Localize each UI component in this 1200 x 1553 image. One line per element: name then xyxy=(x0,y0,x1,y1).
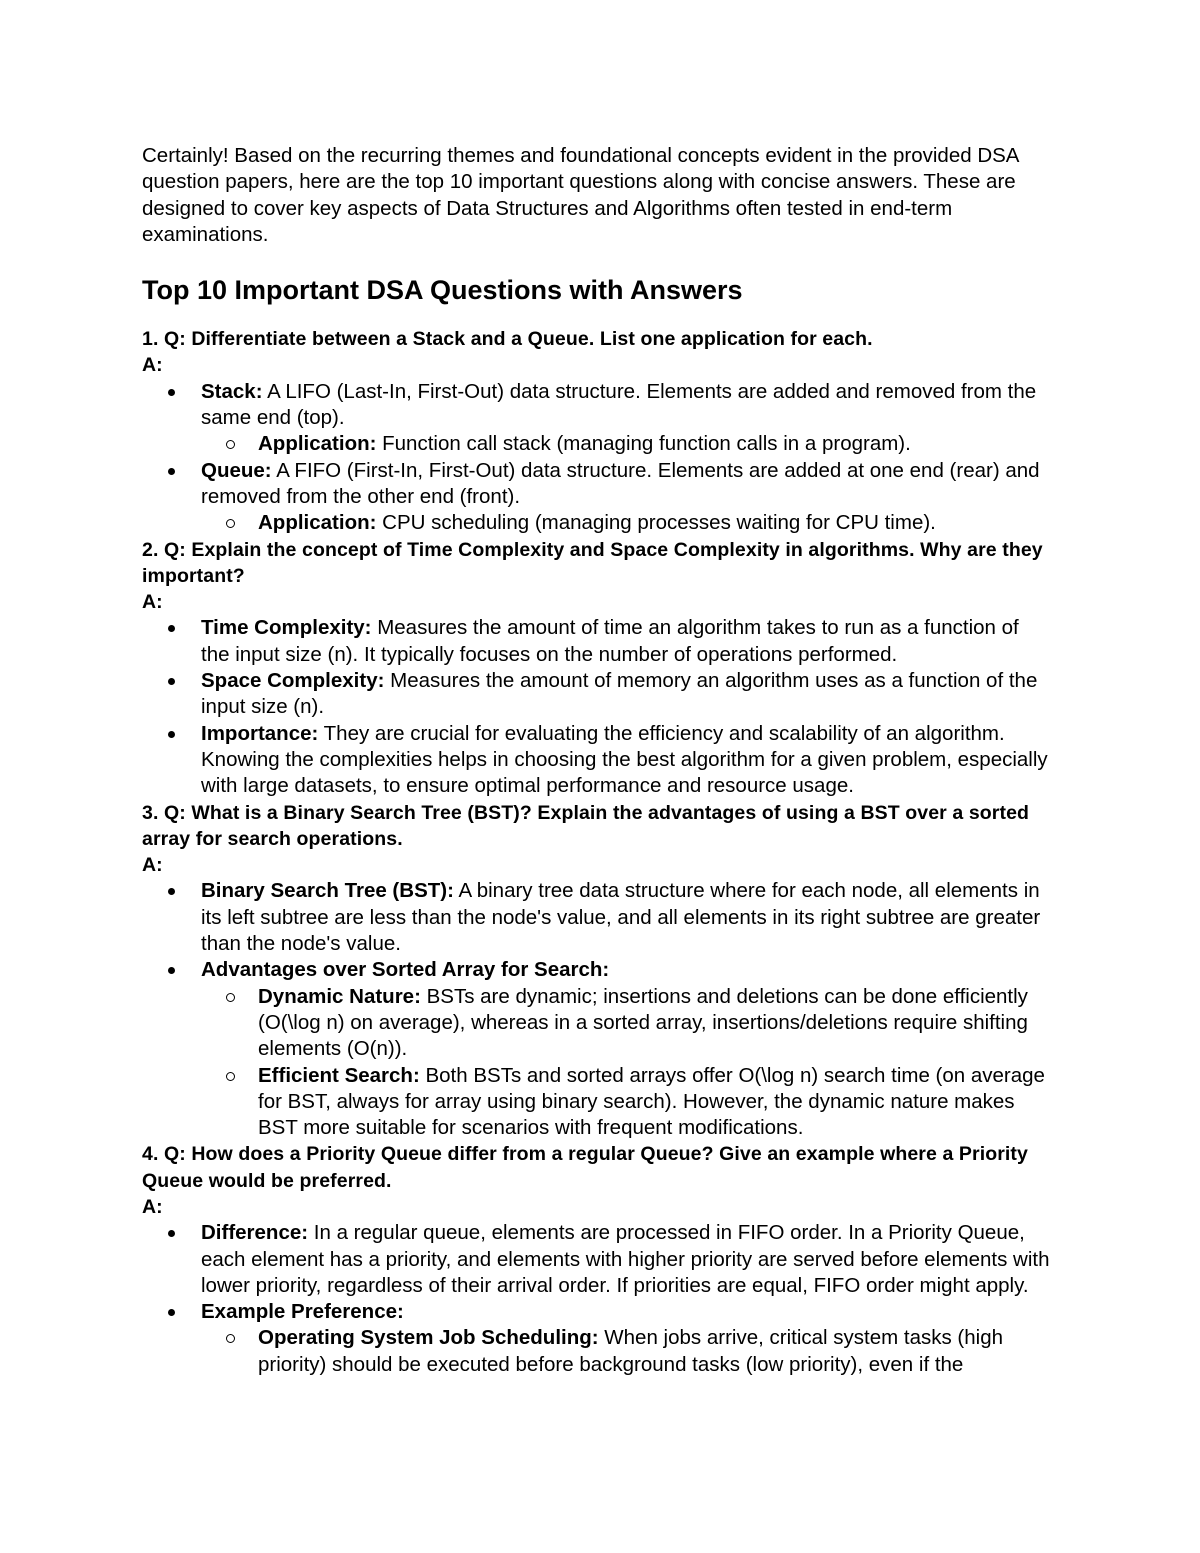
sub-list xyxy=(201,984,1050,1142)
item-text: When jobs arrive, critical system tasks (high priority) should be executed before background tasks (low priority), even if the xyxy=(258,1326,1004,1376)
term-label: Operating System Job Scheduling: xyxy=(258,1326,599,1350)
bullet-icon xyxy=(168,731,175,738)
answer-label: A: xyxy=(142,591,163,614)
bullet-icon xyxy=(168,1230,175,1237)
term-label: Dynamic Nature: xyxy=(258,984,421,1008)
question-2 xyxy=(142,537,1050,800)
question-3 xyxy=(142,800,1050,1142)
term-label: Time Complexity: xyxy=(201,616,372,640)
hollow-bullet-icon xyxy=(226,993,235,1002)
sub-list xyxy=(201,510,1050,536)
answer-list xyxy=(142,615,1050,799)
item-text: BSTs are dynamic; insertions and deletions can be done efficiently (O(\log n) on average), whereas in a sorted array, insertions/deletions require shifting elements (O(n)). xyxy=(258,984,1028,1061)
list-item xyxy=(142,615,1050,668)
item-text: Both BSTs and sorted arrays offer O(\log n) search time (on average for BST, always for array using binary search). However, the dynamic nature makes BST more suitable for scenarios with frequent modifications. xyxy=(258,1063,1045,1140)
item-text: A binary tree data structure where for each node, all elements in its left subtree are less than the node's value, and all elements in its right subtree are greater than the node's value. xyxy=(201,879,1041,956)
sub-list-item xyxy=(201,1063,1050,1142)
question-4 xyxy=(142,1141,1050,1378)
term-label: Importance: xyxy=(201,721,319,745)
sub-list xyxy=(201,431,1050,457)
bullet-icon xyxy=(168,625,175,632)
term-label: Advantages over Sorted Array for Search: xyxy=(201,958,610,982)
term-label: Difference: xyxy=(201,1221,309,1245)
term-label: Binary Search Tree (BST): xyxy=(201,879,454,903)
question-heading: 4. Q: How does a Priority Queue differ from a regular Queue? Give an example where a Priority Queue would be preferred. xyxy=(142,1143,1028,1192)
list-item xyxy=(142,721,1050,800)
answer-label: A: xyxy=(142,354,163,377)
intro-paragraph: Certainly! Based on the recurring themes and foundational concepts evident in the provided DSA question papers, here are the top 10 important questions along with concise answers. These are designed to cover key aspects of Data Structures and Algorithms often tested in end-term examinations. xyxy=(142,144,1019,246)
term-label: Application: xyxy=(258,511,377,535)
list-item xyxy=(142,1220,1050,1299)
hollow-bullet-icon xyxy=(226,1072,235,1081)
list-item xyxy=(142,458,1050,537)
question-1 xyxy=(142,326,1050,536)
question-heading: 1. Q: Differentiate between a Stack and a Queue. List one application for each. xyxy=(142,328,873,351)
term-label: Stack: xyxy=(201,379,263,403)
item-text: Measures the amount of memory an algorithm uses as a function of the input size (n). xyxy=(201,669,1038,719)
hollow-bullet-icon xyxy=(226,519,235,528)
item-text: CPU scheduling (managing processes waiting for CPU time). xyxy=(376,511,936,535)
bullet-icon xyxy=(168,468,175,475)
list-item xyxy=(142,379,1050,458)
term-label: Space Complexity: xyxy=(201,669,385,693)
term-label: Application: xyxy=(258,432,377,456)
list-item xyxy=(142,1299,1050,1378)
answer-list xyxy=(142,878,1050,1141)
question-heading: 3. Q: What is a Binary Search Tree (BST)? Explain the advantages of using a BST over a sorted array for search operations. xyxy=(142,801,1030,850)
bullet-icon xyxy=(168,967,175,974)
term-label: Example Preference: xyxy=(201,1300,404,1324)
answer-list xyxy=(142,379,1050,537)
sub-list-item xyxy=(201,510,1050,536)
question-heading: 2. Q: Explain the concept of Time Complexity and Space Complexity in algorithms. Why are they important? xyxy=(142,538,1043,587)
item-text: Measures the amount of time an algorithm takes to run as a function of the input size (n). It typically focuses on the number of operations performed. xyxy=(201,616,1019,666)
answer-list xyxy=(142,1220,1050,1378)
answer-label: A: xyxy=(142,1195,163,1218)
bullet-icon xyxy=(168,888,175,895)
item-text: A FIFO (First-In, First-Out) data structure. Elements are added at one end (rear) and removed from the other end (front). xyxy=(201,458,1040,508)
list-item xyxy=(142,957,1050,1141)
term-label: Queue: xyxy=(201,458,272,482)
answer-label: A: xyxy=(142,854,163,877)
bullet-icon xyxy=(168,678,175,685)
sub-list-item xyxy=(201,1325,1050,1378)
item-text: They are crucial for evaluating the efficiency and scalability of an algorithm. Knowing the complexities helps in choosing the best algorithm for a given problem, especially with large datasets, to ensure optimal performance and resource usage. xyxy=(201,721,1048,798)
sub-list-item xyxy=(201,984,1050,1063)
document-title: Top 10 Important DSA Questions with Answers xyxy=(142,275,743,306)
hollow-bullet-icon xyxy=(226,1334,235,1343)
sub-list xyxy=(201,1325,1050,1378)
item-text: A LIFO (Last-In, First-Out) data structure. Elements are added and removed from the same end (top). xyxy=(201,379,1037,430)
bullet-icon xyxy=(168,389,175,396)
item-text: In a regular queue, elements are processed in FIFO order. In a Priority Queue, each element has a priority, and elements with higher priority are served before elements with lower priority, regardless of their arrival order. If priorities are equal, FIFO order might apply. xyxy=(201,1221,1050,1297)
list-item xyxy=(142,878,1050,957)
list-item xyxy=(142,668,1050,721)
hollow-bullet-icon xyxy=(226,440,235,449)
sub-list-item xyxy=(201,431,1050,457)
item-text: Function call stack (managing function calls in a program). xyxy=(376,432,911,456)
bullet-icon xyxy=(168,1309,175,1316)
term-label: Efficient Search: xyxy=(258,1063,420,1087)
